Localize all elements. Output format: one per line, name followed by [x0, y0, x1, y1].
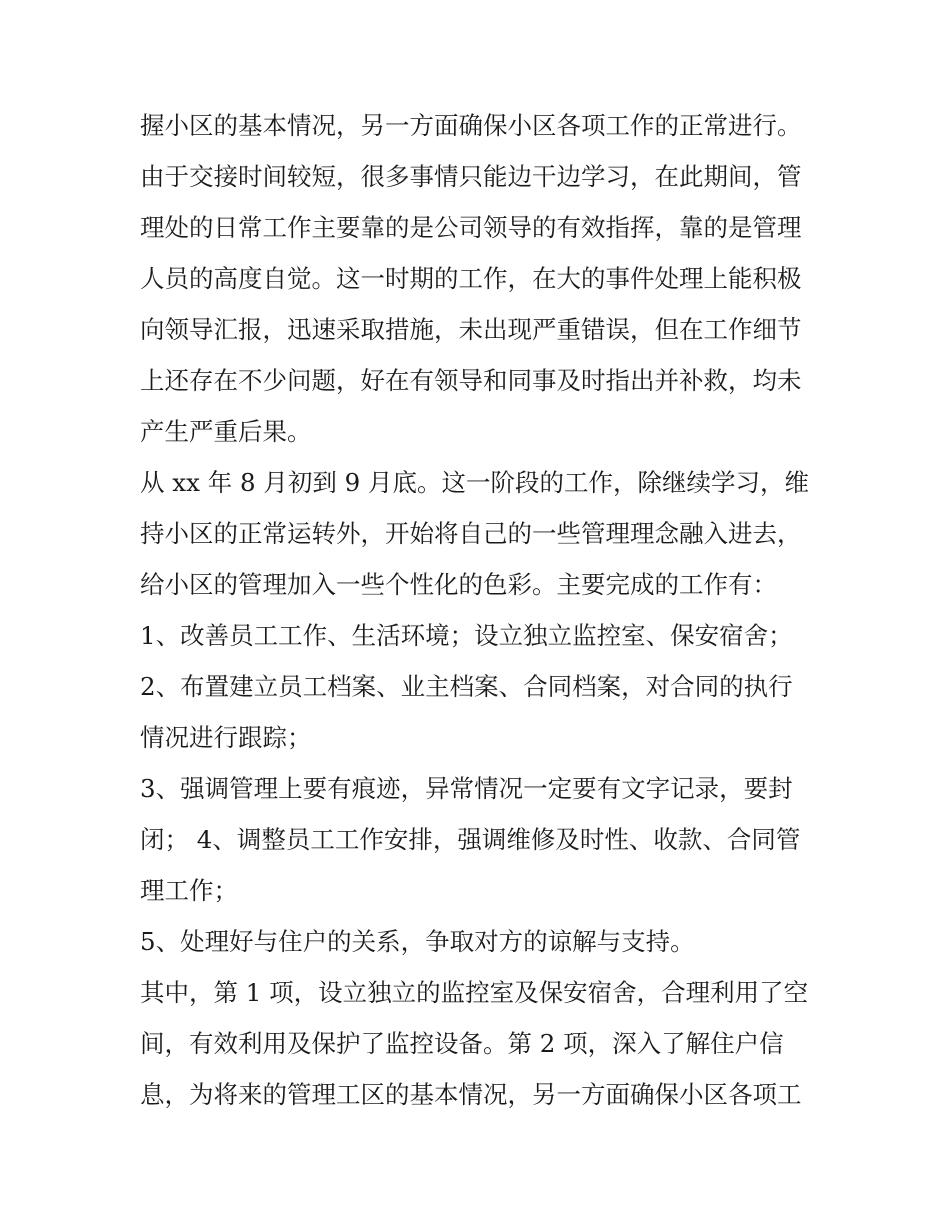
list-item-text: 1、改善员工工作、生活环境；设立独立监控室、保安宿舍；	[140, 621, 793, 650]
text-line: 握小区的基本情况，另一方面确保小区各项工作的正常进行。	[140, 111, 802, 140]
text-line: 向领导汇报，迅速采取措施，未出现严重错误，但在工作细节	[140, 315, 802, 344]
text-line: 上还存在不少问题，好在有领导和同事及时指出并补救，均未	[140, 366, 802, 395]
text-line: 理处的日常工作主要靠的是公司领导的有效指挥，靠的是管理	[140, 213, 802, 242]
text-line: 产生严重后果。	[140, 417, 312, 446]
text-line: 从 xx 年 8 月初到 9 月底。这一阶段的工作，除继续学习，维	[140, 468, 810, 497]
text-line: 间，有效利用及保护了监控设备。第 2 项，深入了解住户信	[140, 1029, 784, 1058]
text-line: 情况进行跟踪；	[140, 723, 312, 752]
text-line: 由于交接时间较短，很多事情只能边干边学习，在此期间，管	[140, 162, 802, 191]
text-line: 理工作；	[140, 876, 238, 905]
text-line: 持小区的正常运转外，开始将自己的一些管理理念融入进去，	[140, 519, 802, 548]
text-line: 人员的高度自觉。这一时期的工作，在大的事件处理上能积极	[140, 264, 802, 293]
text-line: 其中，第 1 项，设立独立的监控室及保安宿舍，合理利用了空	[140, 978, 809, 1007]
text-line: 给小区的管理加入一些个性化的色彩。主要完成的工作有：	[140, 570, 777, 599]
text-line: 闭； 4、调整员工工作安排，强调维修及时性、收款、合同管	[140, 825, 801, 854]
body-text	[140, 100, 820, 1120]
list-item-text: 2、布置建立员工档案、业主档案、合同档案，对合同的执行	[140, 672, 793, 701]
text-line: 息，为将来的管理工区的基本情况，另一方面确保小区各项工	[140, 1080, 802, 1109]
list-item-text: 5、处理好与住户的关系，争取对方的谅解与支持。	[140, 927, 695, 956]
list-item-text: 3、强调管理上要有痕迹，异常情况一定要有文字记录，要封	[140, 774, 793, 803]
